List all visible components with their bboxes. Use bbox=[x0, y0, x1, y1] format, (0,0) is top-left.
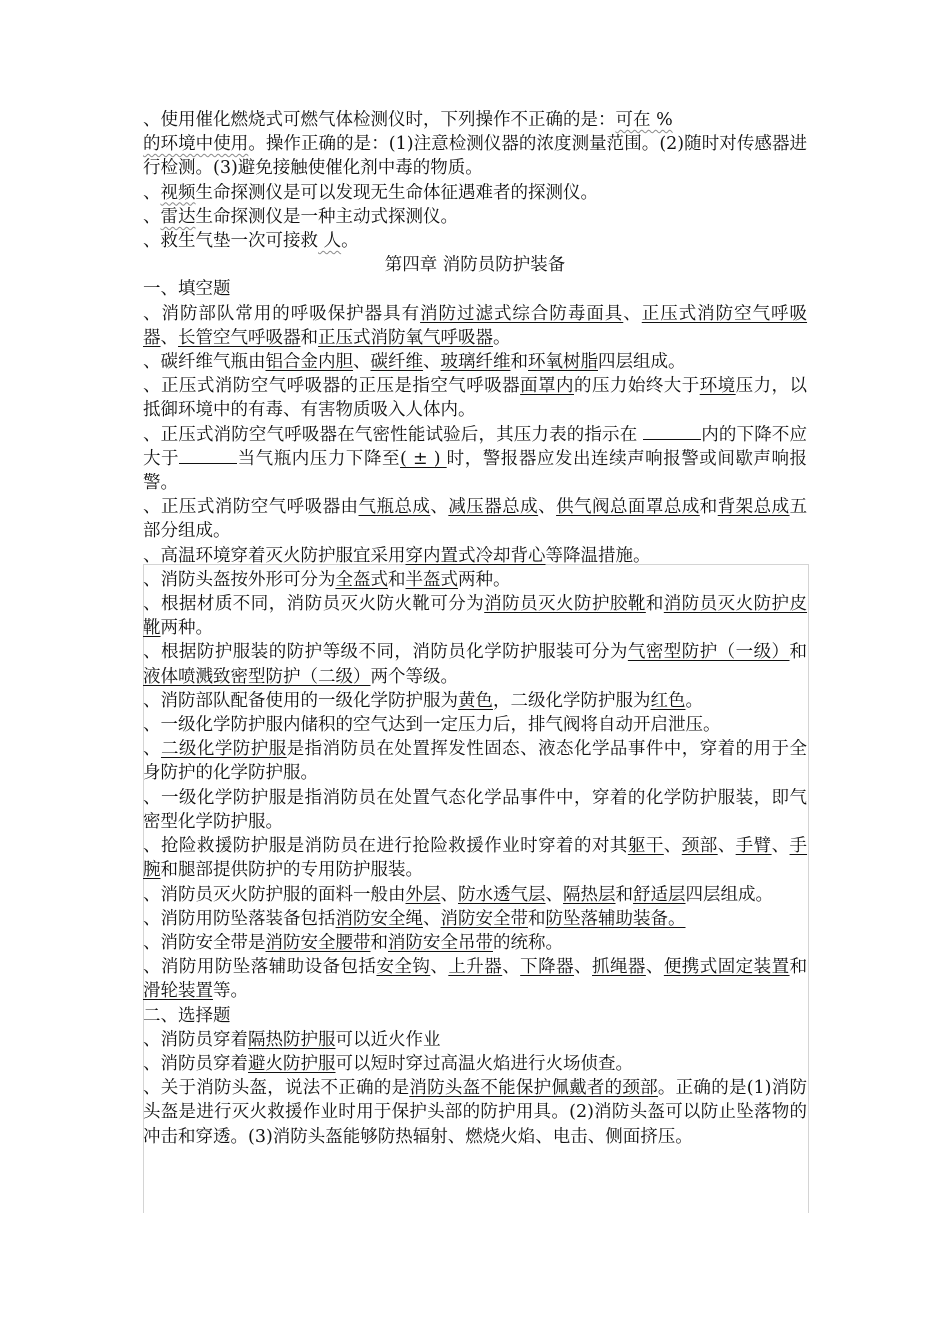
answer-text: 外层 bbox=[405, 884, 441, 905]
answer-text: 二级化学防护服 bbox=[160, 739, 287, 760]
answer-text: 面罩内 bbox=[520, 376, 574, 397]
text-run: 、 bbox=[538, 497, 557, 518]
text-run: 、一级化学防护服是指消防员在处置气态化学品事件中，穿着的化学防护服装，即气密型化学防护服。 bbox=[143, 787, 807, 832]
text-run: 、 bbox=[423, 352, 441, 373]
answer-text: 人 bbox=[318, 231, 342, 252]
text-run: 、 bbox=[574, 957, 592, 978]
paragraph-l3 bbox=[143, 181, 807, 205]
answer-text: 消防员灭火防护胶靴 bbox=[484, 594, 646, 615]
text-run: 和 bbox=[789, 642, 807, 663]
text-run: 、 bbox=[645, 957, 664, 978]
paragraph-f4 bbox=[143, 423, 807, 496]
paragraph-f17 bbox=[143, 931, 807, 955]
answer-text: 正压式消防空气呼吸器 bbox=[143, 303, 808, 348]
paragraph-f18 bbox=[143, 955, 807, 1003]
fill-blank bbox=[643, 423, 701, 440]
paragraph-f8 bbox=[143, 592, 807, 640]
text-run: 、 bbox=[502, 957, 521, 978]
answer-text: 消防过滤式综合防毒面具 bbox=[420, 303, 624, 324]
text-run: 生命探测仪是一种主动式探测仪。 bbox=[195, 206, 458, 227]
text-run: 。 bbox=[685, 690, 703, 711]
text-run: 和 bbox=[789, 957, 808, 978]
answer-text: 减压器总成 bbox=[448, 497, 539, 518]
text-run: 、根据材质不同，消防员灭火防火靴可分为 bbox=[143, 594, 485, 615]
text-run: 和 bbox=[528, 908, 546, 929]
answer-text: 隔热防护服 bbox=[248, 1029, 336, 1050]
text-run: 二、选择题 bbox=[143, 1005, 231, 1026]
text-run: 等。 bbox=[213, 981, 248, 1002]
paragraph-f13 bbox=[143, 786, 807, 834]
text-run: 和 bbox=[699, 497, 718, 518]
text-run: 、消防安全带是 bbox=[143, 932, 266, 953]
paragraph-l2 bbox=[143, 132, 807, 180]
paragraph-f9 bbox=[143, 640, 807, 688]
answer-text: 气密型防护（一级） bbox=[627, 642, 790, 663]
text-run: 、根据防护服装的防护等级不同，消防员化学防护服装可分为 bbox=[143, 642, 628, 663]
paragraph-f15 bbox=[143, 883, 807, 907]
answer-text: 可在 % bbox=[615, 110, 673, 130]
text-run: 、消防部队配备使用的一级化学防护服为 bbox=[143, 690, 458, 711]
text-run: 、消防用防坠落辅助设备包括 bbox=[143, 957, 377, 978]
text-run: 第四章 消防员防护装备 bbox=[384, 255, 566, 276]
text-run: 、抢险救援防护服是消防员在进行抢险救援作业时穿着的对其 bbox=[143, 836, 628, 857]
text-run: 压力，以抵御环境中的有毒、有害物质吸入人体内。 bbox=[143, 376, 808, 421]
text-run: 两种。 bbox=[160, 618, 213, 639]
answer-text: 黄色 bbox=[458, 690, 493, 711]
text-run: 内的下降不应大于 bbox=[143, 424, 808, 469]
text-run: 、使用催化燃烧式可燃气体检测仪时，下列操作不正确的是： bbox=[143, 110, 616, 130]
answer-text: 供气阀总面罩总成 bbox=[556, 497, 700, 518]
text-run: 、消防部队常用的呼吸保护器具有 bbox=[143, 303, 421, 324]
paragraph-f6 bbox=[143, 544, 807, 568]
answer-text: 红色 bbox=[650, 690, 686, 711]
answer-text: 防水透气层 bbox=[458, 884, 546, 905]
fill-blank bbox=[179, 447, 237, 464]
paragraph-f11 bbox=[143, 713, 807, 737]
answer-text: 全盔式 bbox=[335, 569, 388, 590]
answer-text: 安全钩 bbox=[376, 957, 431, 978]
text-run: 、 bbox=[440, 884, 458, 905]
text-run: 两种。 bbox=[458, 569, 511, 590]
text-run: 一、填空题 bbox=[143, 279, 231, 300]
answer-text: 下降器 bbox=[520, 957, 575, 978]
paragraph-s2 bbox=[143, 1004, 807, 1028]
text-run: 、消防头盔按外形可分为 bbox=[143, 569, 336, 590]
paragraph-c1 bbox=[143, 1028, 807, 1052]
answer-text: 穿内置式冷却背心 bbox=[405, 545, 546, 566]
text-run: 、 bbox=[717, 836, 736, 857]
text-run: 和 bbox=[388, 569, 406, 590]
answer-text: 消防安全绳 bbox=[335, 908, 423, 929]
text-run: 和 bbox=[645, 594, 664, 615]
answer-text: 消防员灭火防护皮靴 bbox=[143, 594, 808, 639]
text-run: 。操作正确的是：(1)注意检测仪器的浓度测量范围。(2)随时对传感器进行检测。(3)避免接触使催化剂中毒的物质。 bbox=[143, 134, 808, 179]
text-run: 、 bbox=[430, 957, 449, 978]
answer-text: 玻璃纤维 bbox=[440, 352, 511, 373]
text-run: 、高温环境穿着灭火防护服宜采用 bbox=[143, 545, 406, 566]
text-run: 和 bbox=[615, 884, 633, 905]
text-run: 、正压式消防空气呼吸器的正压是指空气呼吸器 bbox=[143, 376, 521, 397]
text-run: 的统称。 bbox=[493, 932, 563, 953]
text-run: 和 bbox=[300, 327, 318, 348]
paragraph-f1 bbox=[143, 302, 807, 350]
answer-text: 长管空气呼吸器 bbox=[178, 327, 301, 348]
paragraph-c2 bbox=[143, 1052, 807, 1076]
text-run: 、正压式消防空气呼吸器由 bbox=[143, 497, 359, 518]
paragraph-f7 bbox=[143, 568, 807, 592]
text-run: 当气瓶内压力下降至 bbox=[237, 448, 401, 469]
text-run: 、 bbox=[143, 206, 161, 227]
answer-text: 避火防护服 bbox=[248, 1053, 336, 1074]
text-run: ，二级化学防护服为 bbox=[493, 690, 651, 711]
text-run: 四层组成。 bbox=[685, 884, 773, 905]
answer-text: 隔热层 bbox=[563, 884, 616, 905]
text-run: 等降温措施。 bbox=[545, 545, 651, 566]
text-run: 四层组成。 bbox=[598, 352, 686, 373]
answer-text: 舒适层 bbox=[633, 884, 686, 905]
text-run: 。 bbox=[341, 231, 359, 252]
answer-text: 背架总成 bbox=[717, 497, 790, 518]
text-run: 、一级化学防护服内储积的空气达到一定压力后，排气阀将自动开启泄压。 bbox=[143, 715, 721, 736]
answer-text: 消防安全带 bbox=[440, 908, 528, 929]
answer-text: 气瓶总成 bbox=[358, 497, 431, 518]
paragraph-f16 bbox=[143, 907, 807, 931]
answer-text: 上升器 bbox=[448, 957, 503, 978]
text-run: 可以短时穿过高温火焰进行火场侦查。 bbox=[335, 1053, 633, 1074]
text-run: 、消防员穿着 bbox=[143, 1029, 248, 1050]
text-run: 、碳纤维气瓶由 bbox=[143, 352, 266, 373]
answer-text: 消防安全腰带 bbox=[265, 932, 371, 953]
answer-text: 便携式固定装置 bbox=[663, 957, 790, 978]
answer-text: 环境 bbox=[699, 376, 736, 397]
answer-text: 正压式消防氧气呼吸器 bbox=[318, 327, 493, 348]
text-run: 。 bbox=[493, 327, 511, 348]
answer-text: 环氧树脂 bbox=[528, 352, 598, 373]
answer-text: 手腕 bbox=[143, 836, 808, 881]
text-run: 两个等级。 bbox=[370, 666, 458, 687]
answer-text: 手臂 bbox=[735, 836, 772, 857]
text-run: 的压力始终大于 bbox=[574, 376, 700, 397]
paragraph-s1 bbox=[143, 277, 807, 301]
text-run: 、 bbox=[143, 182, 161, 203]
text-run: 、 bbox=[430, 497, 449, 518]
paragraph-f14 bbox=[143, 834, 807, 882]
paragraph-l5 bbox=[143, 229, 807, 253]
document-page bbox=[143, 108, 807, 1149]
answer-text: 防坠落辅助装备。 bbox=[545, 908, 686, 929]
paragraph-f10 bbox=[143, 689, 807, 713]
text-run: 和 bbox=[370, 932, 388, 953]
answer-text: 抓绳器 bbox=[592, 957, 646, 978]
text-run: 、 bbox=[771, 836, 790, 857]
paragraph-f5 bbox=[143, 495, 807, 543]
text-run: 、救生气垫一次可接救 bbox=[143, 231, 318, 252]
text-run: 、消防员穿着 bbox=[143, 1053, 248, 1074]
answer-text: 的环境中使用 bbox=[143, 134, 249, 155]
answer-text: 铝合金内胆 bbox=[265, 352, 353, 373]
answer-text: 消防头盔不能保护佩戴者的颈部 bbox=[409, 1078, 658, 1099]
text-run: 、 bbox=[545, 884, 563, 905]
paragraph-l4 bbox=[143, 205, 807, 229]
paragraph-ch4 bbox=[143, 253, 807, 277]
text-run: 、 bbox=[160, 327, 178, 348]
text-run: 和 bbox=[510, 352, 528, 373]
text-run: 、消防用防坠落装备包括 bbox=[143, 908, 336, 929]
text-run: 、 bbox=[663, 836, 682, 857]
paragraph-f2 bbox=[143, 350, 807, 374]
paragraph-l1 bbox=[143, 108, 807, 132]
text-run: 、 bbox=[623, 303, 642, 324]
answer-text: 颈部 bbox=[681, 836, 718, 857]
paragraph-f12 bbox=[143, 737, 807, 785]
text-run: 、关于消防头盔，说法不正确的是 bbox=[143, 1078, 410, 1099]
text-run: 、 bbox=[143, 739, 161, 760]
answer-text: 液体喷溅致密型防护（二级） bbox=[143, 666, 371, 687]
answer-text: 消防安全吊带 bbox=[388, 932, 493, 953]
text-run: 时，警报器应发出连续声响报警或间歇声响报警。 bbox=[143, 448, 807, 494]
answer-text: ( ± ) bbox=[400, 448, 447, 469]
answer-text: 碳纤维 bbox=[370, 352, 423, 373]
answer-text: 滑轮装置 bbox=[143, 981, 213, 1002]
answer-text: 躯干 bbox=[627, 836, 664, 857]
answer-text: 视频 bbox=[160, 182, 196, 203]
text-run: 、正压式消防空气呼吸器在气密性能试验后，其压力表的指示在 bbox=[143, 424, 644, 445]
text-run: 、 bbox=[353, 352, 371, 373]
text-run: 和腿部提供防护的专用防护服装。 bbox=[160, 860, 423, 881]
text-run: 、消防员灭火防护服的面料一般由 bbox=[143, 884, 406, 905]
text-run: 。正确的是(1)消防头盔是进行灭火救援作业时用于保护头部的防护用具。(2)消防头盔可以防止坠落物的冲击和穿透。(3)消防头盔能够防热辐射、燃烧火焰、电击、侧面挤压。 bbox=[143, 1078, 807, 1147]
answer-text: 雷达 bbox=[160, 206, 196, 227]
answer-text: 半盔式 bbox=[405, 569, 458, 590]
text-run: 可以近火作业 bbox=[335, 1029, 441, 1050]
text-run: 五部分组成。 bbox=[143, 497, 808, 542]
paragraph-c3 bbox=[143, 1076, 807, 1149]
text-run: 、 bbox=[423, 908, 441, 929]
text-run: 是指消防员在处置挥发性固态、液态化学品事件中，穿着的用于全身防护的化学防护服。 bbox=[143, 739, 808, 784]
text-run: 生命探测仪是可以发现无生命体征遇难者的探测仪。 bbox=[195, 182, 598, 203]
paragraph-f3 bbox=[143, 374, 807, 422]
